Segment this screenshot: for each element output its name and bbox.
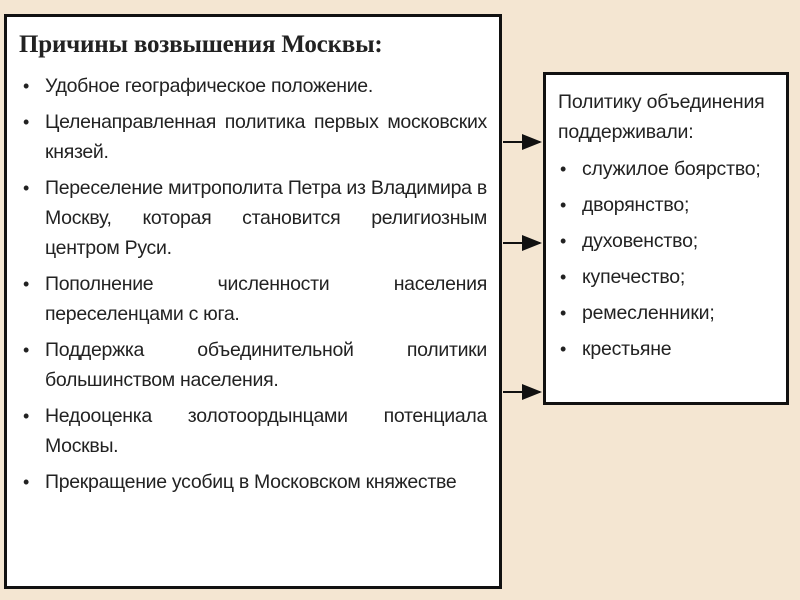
supporters-title: Политику объединения поддерживали:: [558, 91, 765, 143]
bullet-icon: •: [23, 406, 30, 426]
supporter-text: духовенство;: [582, 230, 698, 252]
supporter-text: ремесленники;: [582, 302, 715, 324]
reasons-list: [19, 71, 487, 497]
list-item: [558, 331, 776, 367]
supporters-box: [543, 72, 789, 405]
reason-text: Недооценка золотоордынцами потенциала Москвы.: [45, 405, 487, 457]
bullet-icon: •: [23, 76, 30, 96]
list-item: [558, 223, 776, 259]
reason-text: Целенаправленная политика первых московских князей.: [45, 111, 487, 163]
list-item: [19, 173, 487, 263]
bullet-icon: •: [23, 112, 30, 132]
bullet-icon: •: [560, 195, 567, 215]
list-item: [558, 295, 776, 331]
bullet-icon: •: [560, 159, 567, 179]
bullet-icon: •: [560, 231, 567, 251]
supporters-list: [558, 151, 776, 367]
bullet-icon: •: [23, 178, 30, 198]
bullet-icon: •: [23, 340, 30, 360]
bullet-icon: •: [560, 303, 567, 323]
bullet-icon: •: [23, 472, 30, 492]
reasons-title: Причины возвышения Москвы:: [19, 31, 383, 58]
supporter-text: дворянство;: [582, 194, 690, 216]
list-item: [558, 151, 776, 187]
reason-text: Поддержка объединительной политики большинством населения.: [45, 339, 487, 391]
supporter-text: крестьяне: [582, 338, 672, 360]
bullet-icon: •: [560, 339, 567, 359]
reasons-box: [4, 14, 502, 589]
bullet-icon: •: [23, 274, 30, 294]
list-item: [19, 107, 487, 167]
list-item: [19, 401, 487, 461]
reason-text: Пополнение численности населения переселенцами с юга.: [45, 273, 487, 325]
reason-text: Прекращение усобиц в Московском княжестве: [45, 471, 457, 493]
reason-text: Удобное географическое положение.: [45, 75, 373, 97]
supporter-text: служилое боярство;: [582, 158, 761, 180]
reason-text: Переселение митрополита Петра из Владимира в Москву, которая становится религиозным центром Руси.: [45, 177, 487, 259]
bullet-icon: •: [560, 267, 567, 287]
supporter-text: купечество;: [582, 266, 686, 288]
list-item: [19, 269, 487, 329]
list-item: [558, 259, 776, 295]
list-item: [558, 187, 776, 223]
list-item: [19, 71, 487, 101]
list-item: [19, 467, 487, 497]
list-item: [19, 335, 487, 395]
